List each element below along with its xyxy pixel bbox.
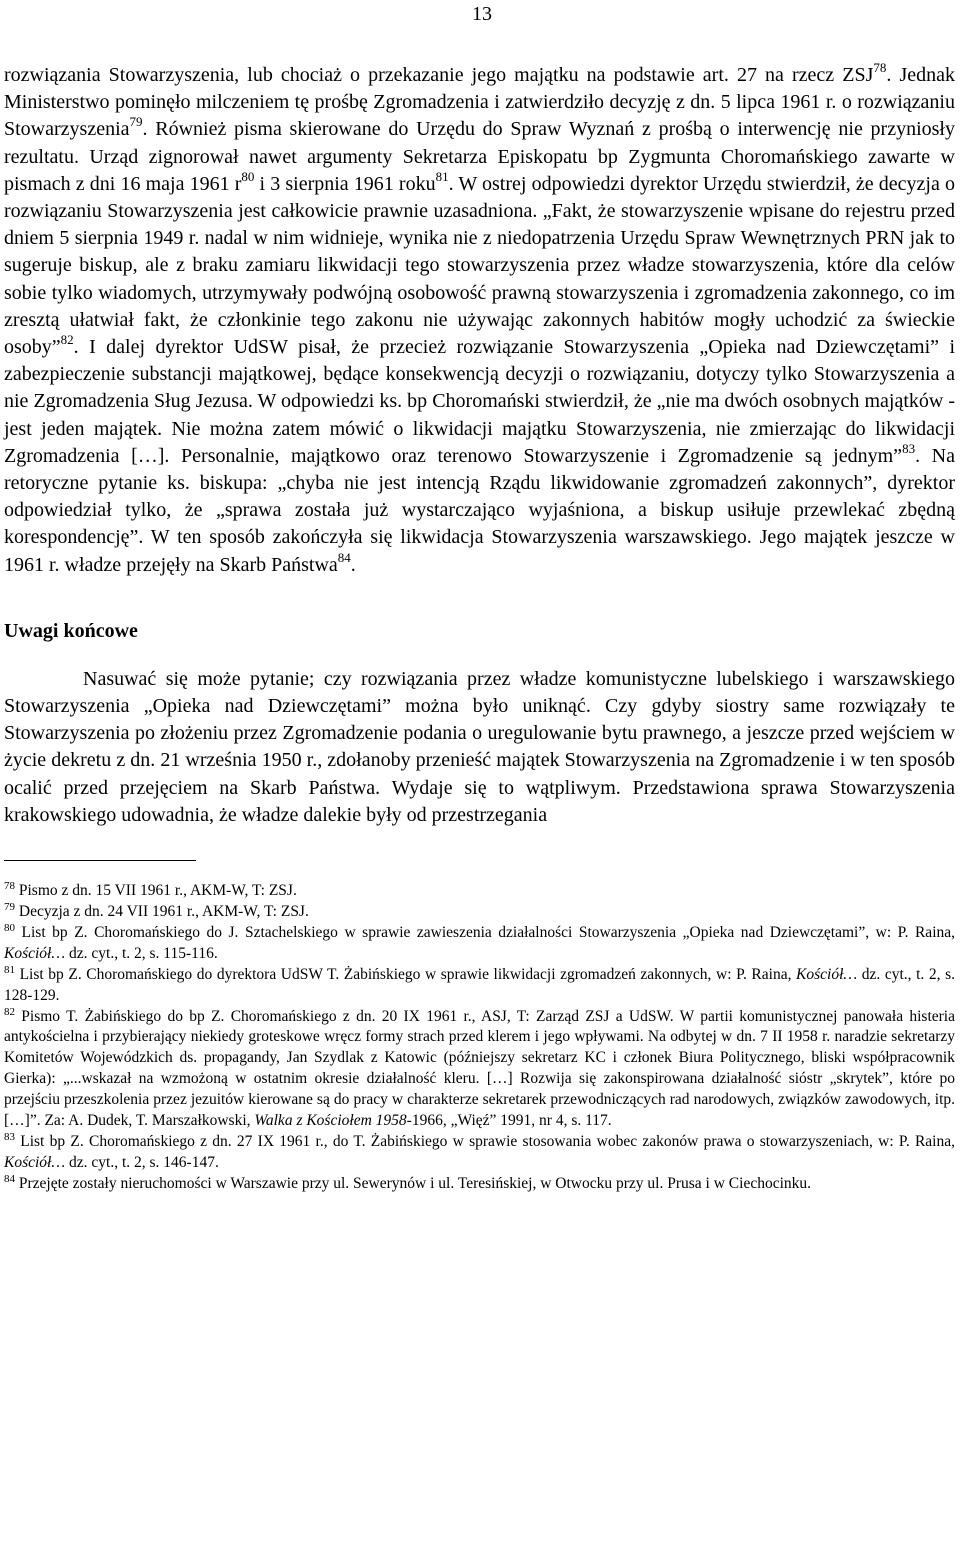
footnote-italic-title: Kościół… <box>796 965 858 983</box>
footnote-number: 84 <box>4 1172 15 1185</box>
footnote-text: dz. cyt., t. 2, s. 146-147. <box>65 1153 219 1171</box>
footnote-ref-84[interactable]: 84 <box>337 549 351 565</box>
footnote-ref-79[interactable]: 79 <box>129 114 143 130</box>
footnote-separator <box>4 860 196 861</box>
footnote-number: 80 <box>4 921 15 934</box>
footnote-79 <box>4 902 955 923</box>
footnote-text: List bp Z. Choromańskiego do J. Sztachelskiego w sprawie zawieszenia działalności Stowarzyszenia „Opieka nad Dziewczętami”, w: P. Raina, <box>15 923 955 941</box>
footnote-81 <box>4 965 955 1007</box>
text-run: rozwiązania Stowarzyszenia, lub chociaż o przekazanie jego majątku na podstawie art. 27 na rzecz ZSJ <box>4 64 874 86</box>
footnote-italic-title: Kościół… <box>4 1153 66 1171</box>
footnote-84 <box>4 1174 955 1195</box>
footnote-82 <box>4 1007 955 1132</box>
footnote-ref-82[interactable]: 82 <box>60 332 74 348</box>
footnote-text: -1966, „Więź” 1991, nr 4, s. 117. <box>406 1112 612 1130</box>
text-run: . I dalej dyrektor UdSW pisał, że przecież rozwiązanie Stowarzyszenia „Opieka nad Dziewczętami” i zabezpieczenie substancji majątkowej, będące konsekwencją decyzji o rozwiązaniu, dotyczy tylko Stowarzyszenia a nie Zgromadzenia Sług Jezusa. W odpowiedzi ks. bp Choromański stwierdził, że „nie ma dwóch osobnych majątków - jest jeden majątek. Nie można zatem mówić o likwidacji majątku Stowarzyszenia, nie zmierzając do likwidacji Zgromadzenia […]. Personalnie, majątkowo oraz terenowo Stowarzyszenie i Zgromadzenie są jednym” <box>4 336 955 467</box>
text-run: i 3 sierpnia 1961 roku <box>254 172 436 195</box>
footnote-80 <box>4 923 955 965</box>
text-run: . Jednak Ministerstwo pominęło milczeniem tę prośbę Zgromadzenia i zatwierdziło decyzję z dn. 5 lipca 1961 r. o rozwiązaniu Stowarzyszenia <box>4 64 955 141</box>
footnote-text: Decyzja z dn. 24 VII 1961 r., AKM-W, T: ZSJ. <box>15 902 309 920</box>
text-run: . <box>350 553 356 576</box>
footnote-ref-78[interactable]: 78 <box>873 60 887 75</box>
section-heading: Uwagi końcowe <box>4 619 138 642</box>
footnote-number: 81 <box>4 963 15 976</box>
text-run: . W ostrej odpowiedzi dyrektor Urzędu stwierdził, że decyzja o rozwiązaniu Stowarzyszenia jest całkowicie prawnie uzasadniona. „Fakt, że stowarzyszenie wpisane do rejestru przed dniem 5 sierpnia 1949 r. nadal w nim widnieje, wynika nie z niedopatrzenia Urzędu Spraw Wewnętrznych PRN jak to sugeruje biskup, ale z braku zamiaru likwidacji tego stowarzyszenia przez władze stowarzyszenia, które dla celów sobie tylko wiadomych, utrzymywały podwójną osobowość prawną stowarzyszenia i zgromadzenia zakonnego, co im zresztą ułatwiał fakt, że członkinie tego zakonu nie używając zakonnych habitów mogły uchodzić za świeckie osoby” <box>4 172 955 359</box>
footnote-number: 79 <box>4 900 15 913</box>
footnote-number: 83 <box>4 1130 15 1143</box>
footnote-83 <box>4 1132 955 1174</box>
footnote-italic-title: Kościół… <box>4 944 66 962</box>
footnote-text: List bp Z. Choromańskiego z dn. 27 IX 1961 r., do T. Żabińskiego w sprawie stosowania wobec zakonów prawa o stowarzyszeniach, w: P. Raina, <box>15 1132 955 1150</box>
footnote-text: dz. cyt., t. 2, s. 115-116. <box>65 944 218 962</box>
footnote-78 <box>4 881 955 902</box>
footnote-text: List bp Z. Choromańskiego do dyrektora UdSW T. Żabińskiego w sprawie likwidacji zgromadzeń zakonnych, w: P. Raina, <box>15 965 797 983</box>
footnote-text: Pismo z dn. 15 VII 1961 r., AKM-W, T: ZSJ. <box>15 882 297 900</box>
footnote-ref-81[interactable]: 81 <box>435 168 449 184</box>
body-paragraph-2: Nasuwać się może pytanie; czy rozwiązania przez władze komunistyczne lubelskiego i warszawskiego Stowarzyszenia „Opieka nad Dziewczętami” można było uniknąć. Czy gdyby siostry same rozwiązały te Stowarzyszenia po złożeniu przez Zgromadzenie podania o uregulowanie bytu prawnego, a jeszcze przed wejściem w życie dekretu z dn. 21 września 1950 r., zdołanoby przenieść majątek Stowarzyszenia na Zgromadzenie i w ten sposób ocalić przed przejęciem na Skarb Państwa. Wydaje się to wątpliwym. Przedstawiona sprawa Stowarzyszenia krakowskiego udowadnia, że władze dalekie były od przestrzegania <box>4 667 955 826</box>
body-paragraph-1 <box>4 62 955 579</box>
footnote-text: Przejęte zostały nieruchomości w Warszawie przy ul. Sewerynów i ul. Teresińskiej, w Otwocku przy ul. Prusa i w Ciechocinku. <box>15 1174 812 1192</box>
footnote-number: 78 <box>4 880 15 893</box>
footnote-italic-title: Walka z Kościołem 1958 <box>254 1112 407 1130</box>
footnote-text: Pismo T. Żabińskiego do bp Z. Choromańskiego z dn. 20 IX 1961 r., ASJ, T: Zarząd ZSJ a UdSW. W partii komunistycznej panowała histeria antykościelna i przybierający niekiedy groteskowe wręcz formy strach przed klerem i jego wpływami. Na odbytej w dn. 7 II 1958 r. naradzie sekretarzy Komitetów Wojewódzkich ds. propagandy, Jan Szydlak z Katowic (późniejszy sekretarz KC i członek Biura Politycznego, bliski współpracownik Gierka): „...wskazał na wzmożoną w ostatnim okresie działalność kleru. […] Rozwija się zakonspirowana działalność sióstr „skrytek”, które po przejściu przeszkolenia przez jezuitów kierowane są do pracy w charakterze sekretarek przewodniczących rad narodowych, związków zawodowych, itp. […]”. Za: A. Dudek, T. Marszałkowski, <box>4 1007 955 1130</box>
footnote-number: 82 <box>4 1005 15 1018</box>
page-content <box>4 62 955 1195</box>
text-run: . Na retoryczne pytanie ks. biskupa: „chyba nie jest intencją Rządu likwidowanie zgromadzeń zakonnych”, dyrektor odpowiedział tylko, że „sprawa została już wystarczająco wyjaśniona, a biskup usiłuje przewlekać zbędną korespondencję”. W ten sposób zakończyła się likwidacja Stowarzyszenia warszawskiego. Jego majątek jeszcze w 1961 r. władze przejęły na Skarb Państwa <box>4 444 955 576</box>
page-number: 13 <box>472 3 492 25</box>
footnote-text: dz. cyt., t. 2, s. 128-129. <box>4 965 955 1004</box>
footnote-ref-80[interactable]: 80 <box>241 168 255 184</box>
footnote-ref-83[interactable]: 83 <box>902 440 916 456</box>
text-run: . Również pisma skierowane do Urzędu do Spraw Wyznań z prośbą o interwencję nie przyniosły rezultatu. Urząd zignorował nawet argumenty Sekretarza Episkopatu bp Zygmunta Choromańskiego zawarte w pismach z dni 16 maja 1961 r <box>4 118 955 195</box>
